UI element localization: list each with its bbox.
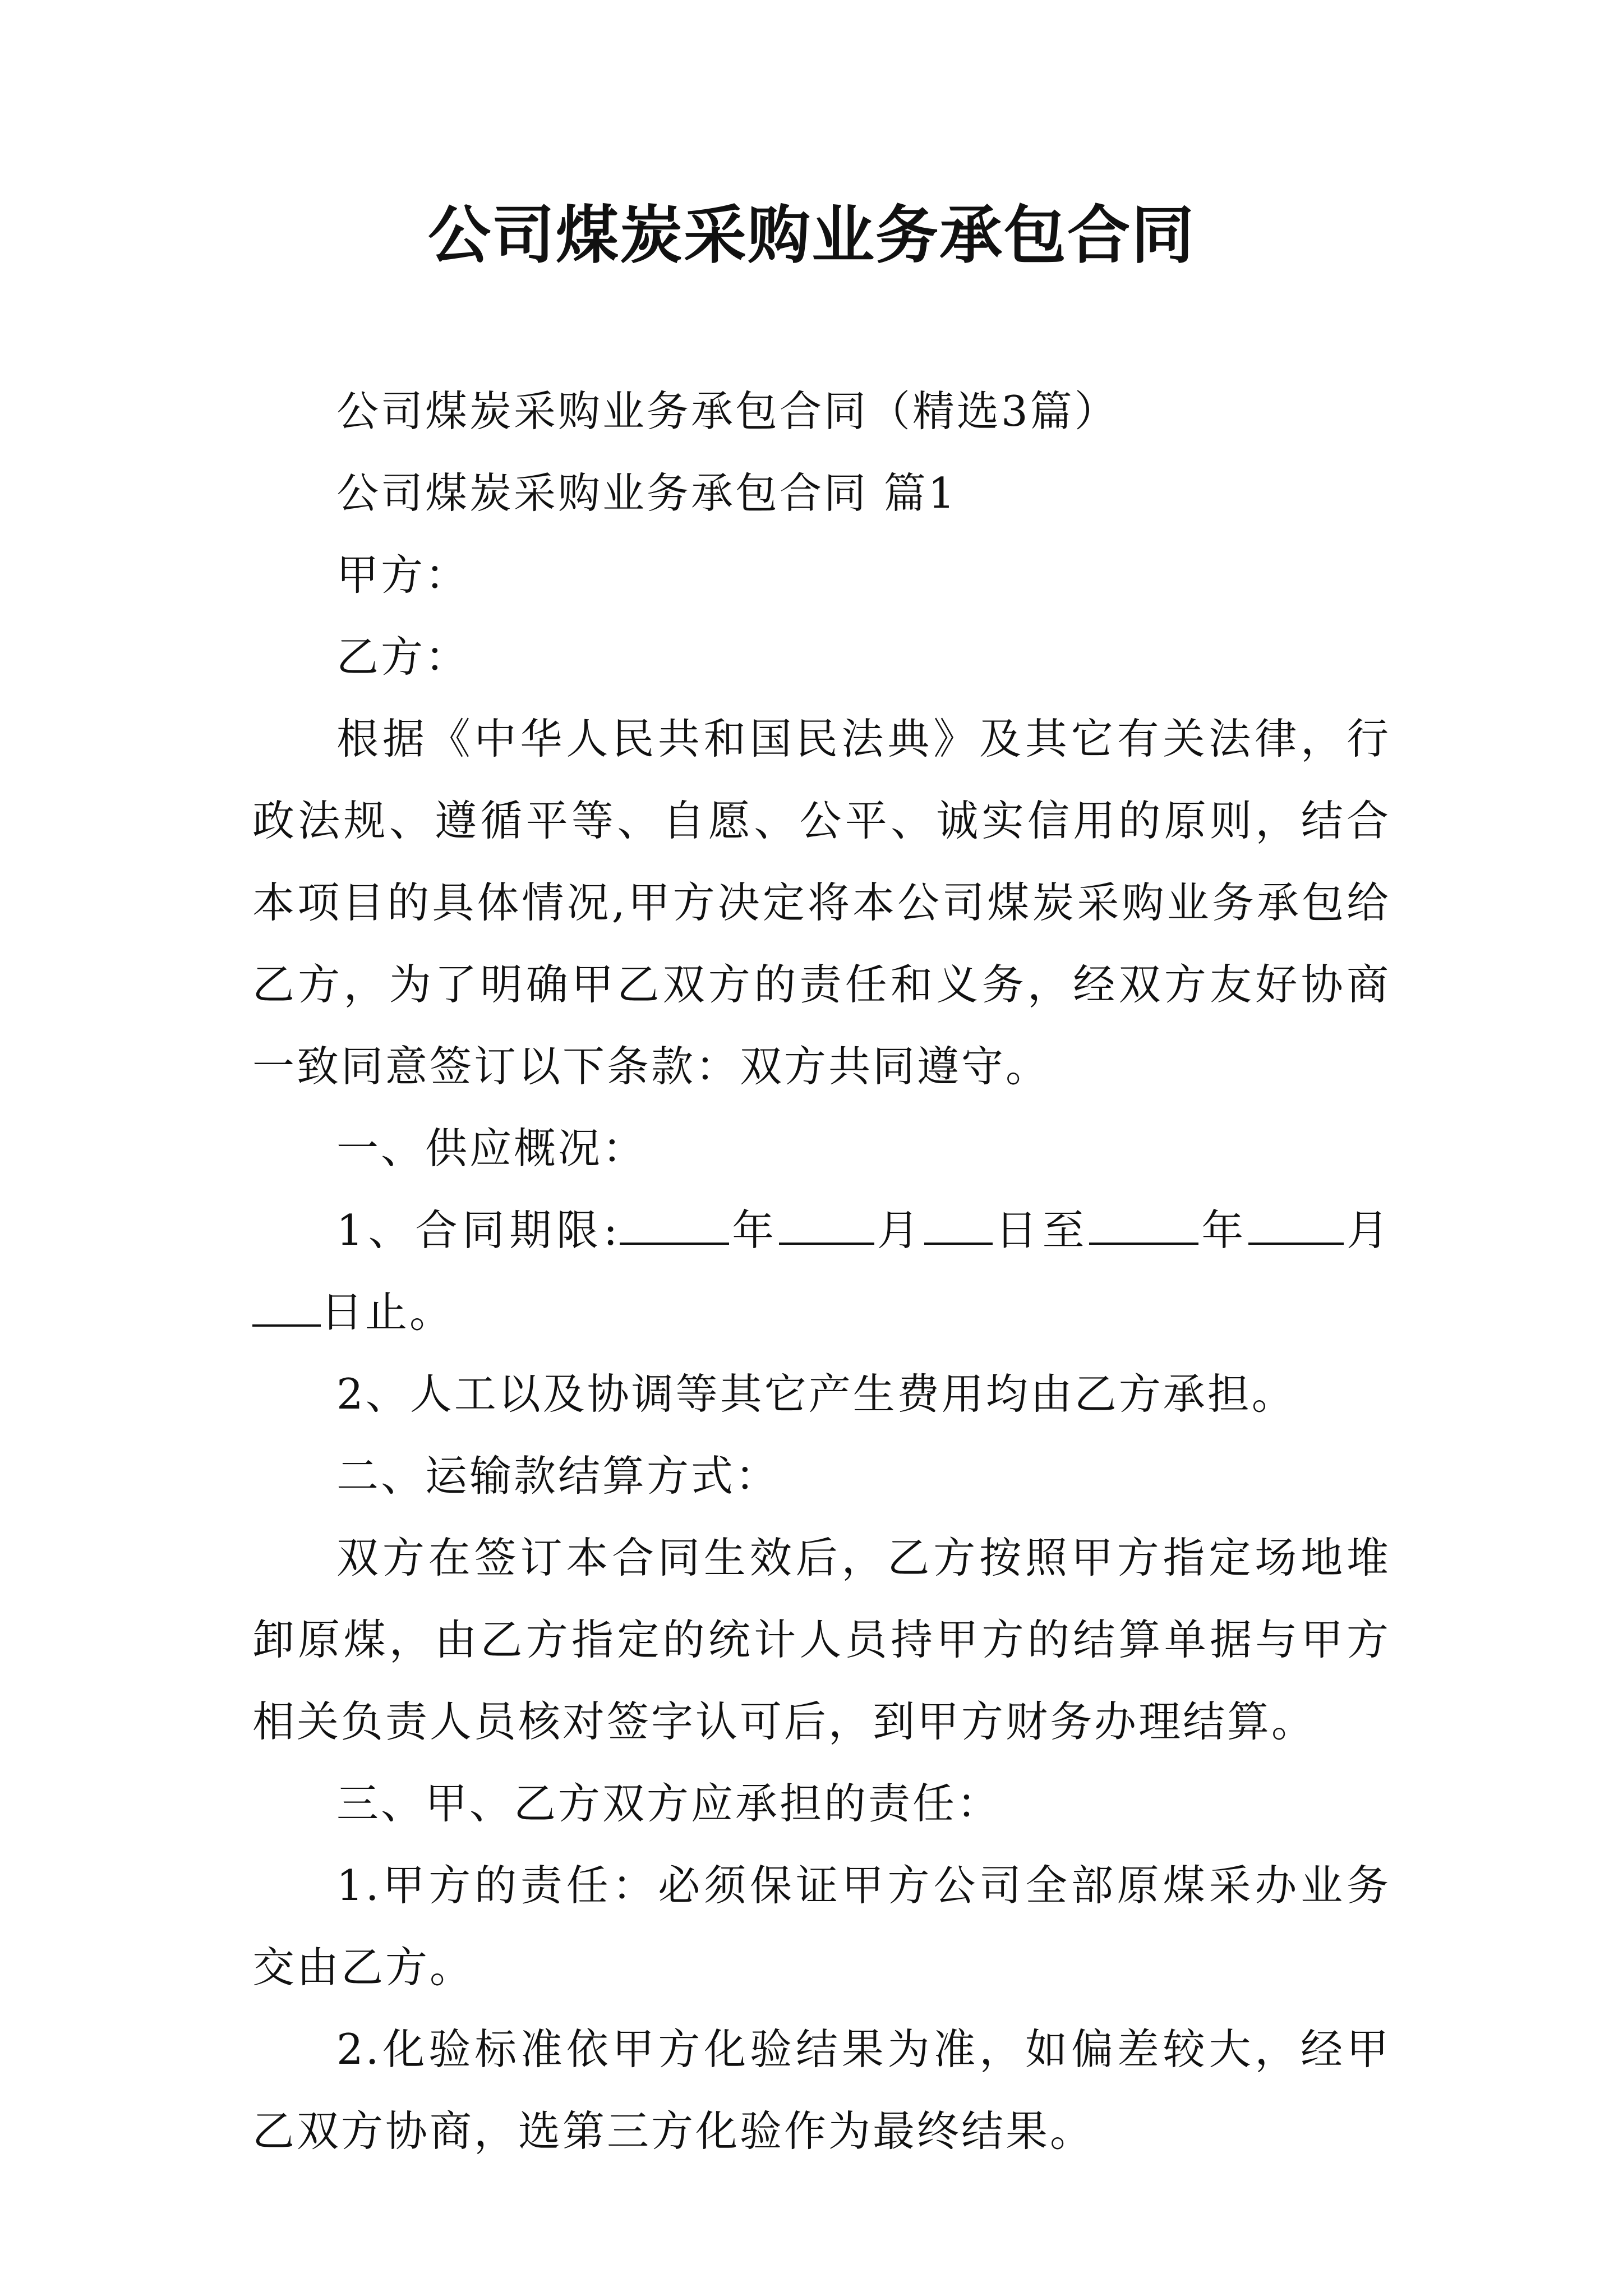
paragraph-section-heading: 公司煤炭采购业务承包合同 篇1 — [336, 468, 957, 518]
blank-year-end — [1089, 1205, 1198, 1245]
term-year-start: 年 — [729, 1205, 779, 1255]
paragraph-contract-term — [252, 1189, 1391, 1353]
paragraph-subtitle: 公司煤炭采购业务承包合同（精选3篇） — [336, 386, 1119, 436]
paragraph-preamble: 根据《中华人民共和国民法典》及其它有关法律，行政法规、遵循平等、自愿、公平、诚实信用的原则，结合本项目的具体情况,甲方决定将本公司煤炭采购业务承包给乙方，为了明确甲乙双方的责任和义务，经双方友好协商一致同意签订以下条款：双方共同遵守。 — [252, 714, 1391, 1091]
term-year-end: 年 — [1198, 1205, 1249, 1255]
term-month-end: 月 — [1344, 1205, 1391, 1255]
document-body — [252, 370, 1391, 2172]
paragraph-party-a-responsibility: 1.甲方的责任：必须保证甲方公司全部原煤采办业务交由乙方。 — [252, 1861, 1391, 1992]
paragraph-assay-standard: 2.化验标准依甲方化验结果为准，如偏差较大，经甲乙双方协商，选第三方化验作为最终结果。 — [252, 2024, 1391, 2156]
blank-day-start — [924, 1205, 993, 1245]
blank-month-start — [779, 1205, 874, 1245]
term-prefix: 1、合同期限: — [336, 1205, 620, 1255]
paragraph-supply-overview: 一、供应概况： — [336, 1124, 647, 1173]
paragraph-responsibility-heading: 三、甲、乙方双方应承担的责任： — [336, 1779, 1002, 1828]
paragraph-settlement-heading: 二、运输款结算方式： — [336, 1451, 780, 1501]
term-end: 日止。 — [321, 1287, 454, 1337]
paragraph-costs: 2、人工以及协调等其它产生费用均由乙方承担。 — [336, 1369, 1296, 1419]
blank-year-start — [620, 1205, 729, 1245]
blank-month-end — [1248, 1205, 1344, 1245]
document-title: 公司煤炭采购业务承包合同 — [428, 199, 1195, 272]
term-day-to: 日至 — [992, 1205, 1090, 1255]
term-month-start: 月 — [874, 1205, 924, 1255]
paragraph-party-a: 甲方： — [336, 550, 470, 600]
paragraph-party-b: 乙方： — [336, 632, 470, 682]
blank-day-end — [252, 1287, 321, 1327]
paragraph-settlement: 双方在签订本合同生效后，乙方按照甲方指定场地堆卸原煤，由乙方指定的统计人员持甲方的结算单据与甲方相关负责人员核对签字认可后，到甲方财务办理结算。 — [252, 1533, 1391, 1746]
